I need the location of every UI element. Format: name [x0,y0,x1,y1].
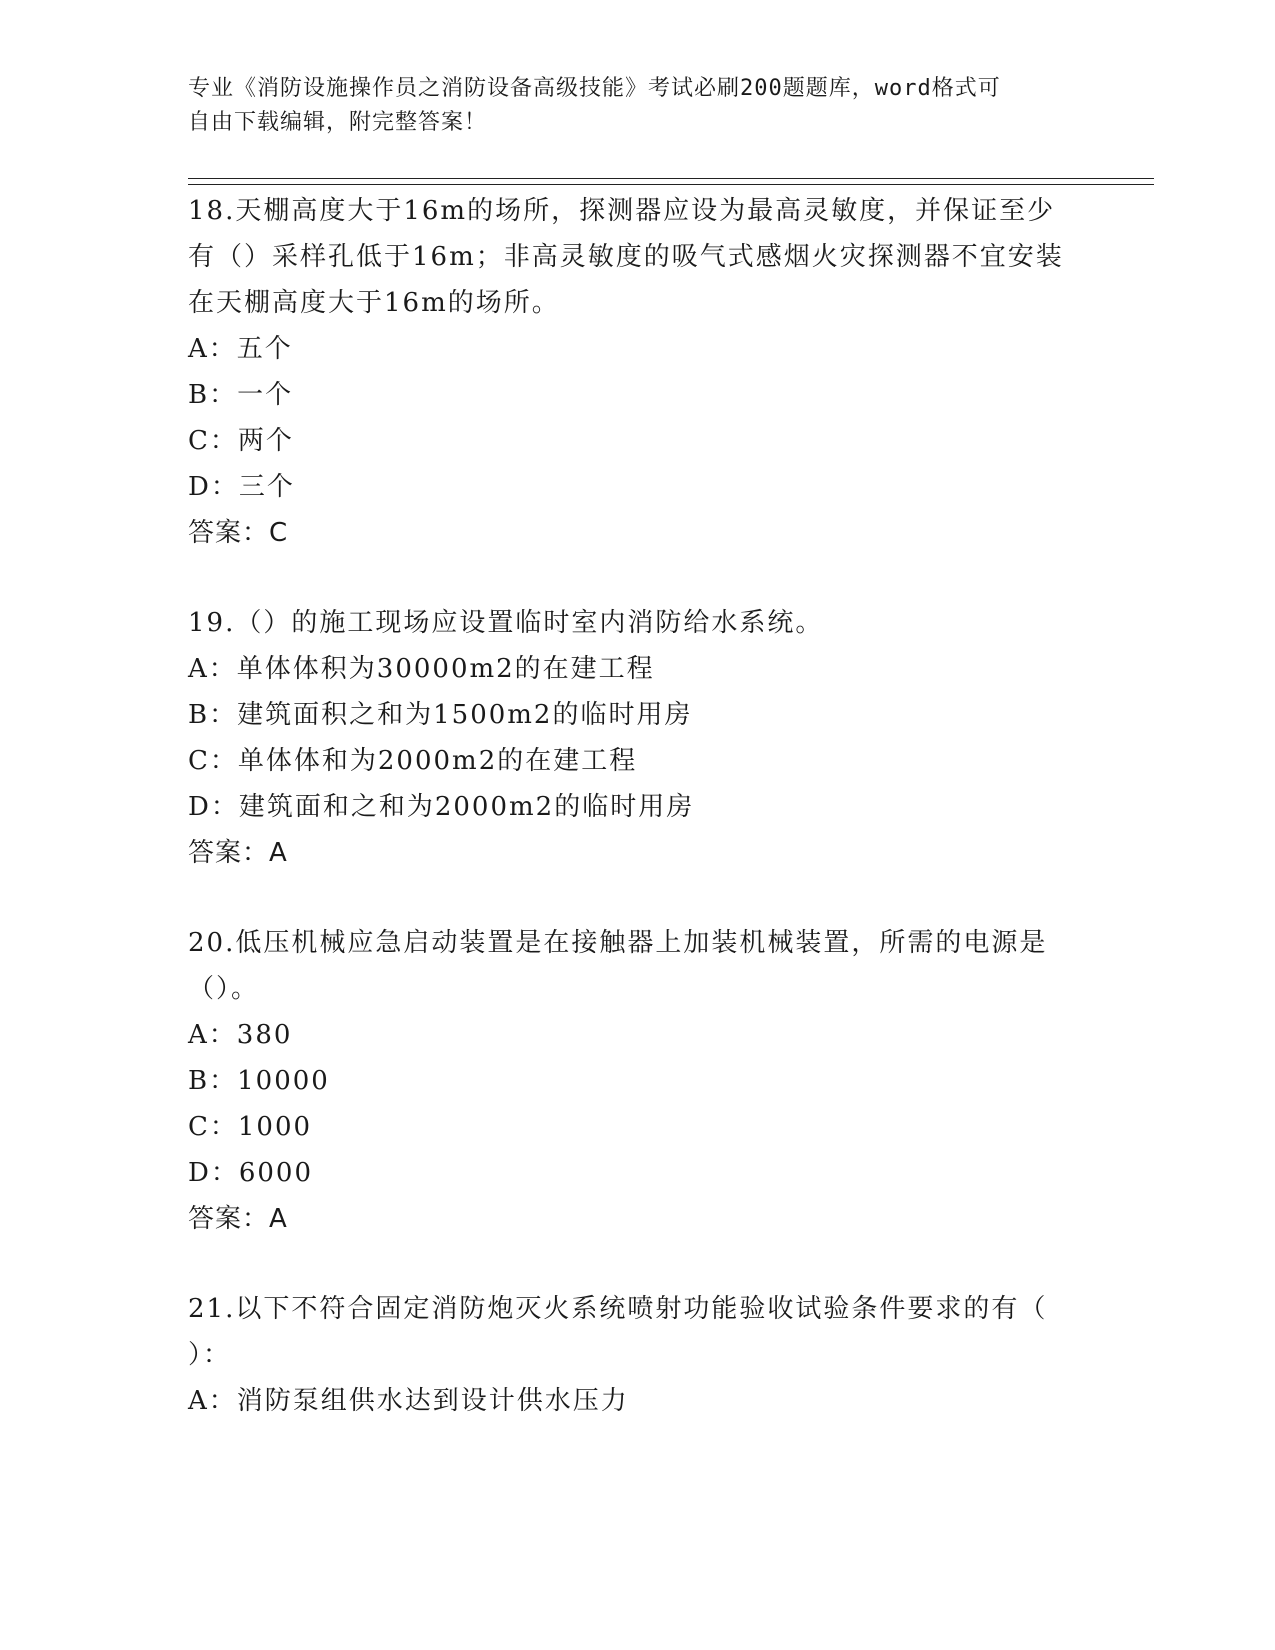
header-divider-bottom [188,184,1154,185]
option-d: D：6000 [188,1158,314,1188]
option-a: A：五个 [188,334,293,364]
option-a: A：380 [188,1020,293,1050]
option-c: C：1000 [188,1112,313,1142]
option-b: B：10000 [188,1066,330,1096]
question-text-line: 20.低压机械应急启动装置是在接触器上加装机械装置，所需的电源是 [188,928,1048,958]
option-d: D：建筑面和之和为2000m2的临时用房 [188,792,695,822]
option-b: B：一个 [188,380,294,410]
document-header [188,72,1088,140]
answer: 答案：A [188,1204,288,1234]
question-19 [188,600,1088,876]
question-text-line: 18.天棚高度大于16m的场所，探测器应设为最高灵敏度，并保证至少 [188,196,1056,226]
option-d: D：三个 [188,472,295,502]
header-line-2: 自由下载编辑，附完整答案！ [188,110,488,135]
answer: 答案：A [188,838,288,868]
question-text-line: （）。 [188,974,260,1004]
header-line-1: 专业《消防设施操作员之消防设备高级技能》考试必刷200题题库，word格式可 [188,76,1001,101]
option-a: A：单体体积为30000m2的在建工程 [188,654,655,684]
question-text-line: 有（）采样孔低于16m；非高灵敏度的吸气式感烟火灾探测器不宜安装 [188,242,1064,272]
question-20 [188,920,1088,1242]
question-list [188,188,1088,1468]
question-21 [188,1286,1088,1424]
option-b: B：建筑面积之和为1500m2的临时用房 [188,700,693,730]
question-text-line: ）： [188,1340,232,1370]
question-text-line: 在天棚高度大于16m的场所。 [188,288,560,318]
header-divider-top [188,178,1154,179]
question-text-line: 19.（）的施工现场应设置临时室内消防给水系统。 [188,608,824,638]
option-c: C：单体体和为2000m2的在建工程 [188,746,638,776]
option-a: A：消防泵组供水达到设计供水压力 [188,1386,629,1416]
answer: 答案：C [188,518,289,548]
question-18 [188,188,1088,556]
question-text-line: 21.以下不符合固定消防炮灭火系统喷射功能验收试验条件要求的有（ [188,1294,1048,1324]
option-c: C：两个 [188,426,294,456]
